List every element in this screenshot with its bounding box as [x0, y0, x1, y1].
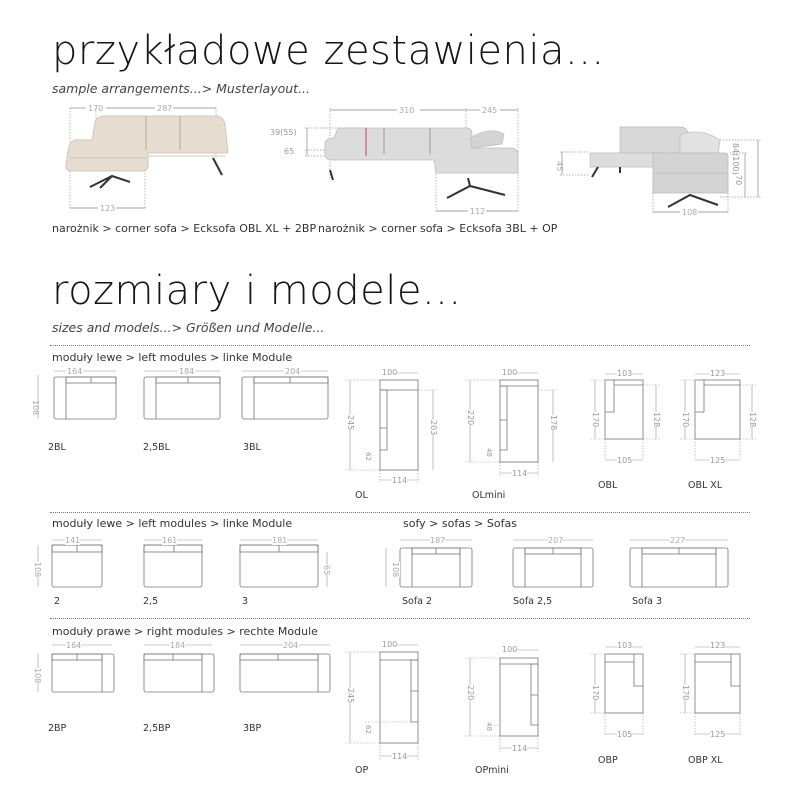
- section-label-sofas: sofy > sofas > Sofas: [403, 517, 517, 530]
- arrangement-photo-1: [30, 98, 310, 218]
- dim-label: 45: [555, 161, 564, 172]
- module-name: 3: [242, 596, 249, 607]
- module-drawing-OBP-XL: [680, 640, 780, 740]
- dim-label: 287: [157, 104, 173, 113]
- dim-right: 128: [748, 412, 757, 428]
- module-name: 2,5: [143, 596, 159, 607]
- module-name: 2,5BP: [143, 723, 171, 734]
- dim-width-bottom: 114: [392, 752, 408, 761]
- dim-right-inner: 70: [734, 175, 743, 186]
- module-drawing-OBP: [590, 640, 680, 740]
- dim-depth: 108: [33, 668, 42, 684]
- module-name: 2,5BL: [143, 442, 170, 453]
- dim-left: 245: [346, 415, 355, 431]
- dim-width-top: 103: [617, 369, 633, 378]
- dim-left: 245: [346, 688, 355, 704]
- dim-width-top: 100: [382, 640, 398, 649]
- dim-width: 187: [430, 536, 446, 545]
- page-title-sizes: rozmiary i modele...: [52, 268, 462, 314]
- module-name: OL: [355, 490, 368, 501]
- dim-width-top: 103: [617, 641, 633, 650]
- dim-label: 108: [682, 208, 698, 217]
- dim-left: 220: [466, 685, 475, 701]
- dim-width-bottom: 125: [710, 456, 726, 465]
- dim-right: 203: [429, 420, 438, 436]
- dim-width-bottom: 114: [512, 469, 528, 478]
- subtitle-arrangements: sample arrangements...> Musterlayout...: [52, 81, 311, 96]
- module-name: Sofa 2,5: [513, 596, 553, 607]
- dim-width: 207: [548, 536, 564, 545]
- dim-width: 204: [285, 367, 301, 376]
- module-drawing-OP: [345, 640, 445, 765]
- dim-label: 245: [482, 106, 498, 115]
- section-label-left-modules: moduły lewe > left modules > linke Module: [52, 351, 293, 364]
- dim-label: 310: [399, 106, 415, 115]
- module-drawing-OBL: [590, 368, 680, 468]
- arrangement-photo-2: [300, 98, 560, 218]
- dim-label: 170: [88, 104, 104, 113]
- dim-right-outer: 84(100): [731, 143, 740, 175]
- module-name: OP: [355, 765, 369, 776]
- dim-width: 161: [162, 536, 178, 545]
- dim-left: 220: [466, 410, 475, 426]
- dim-width: 204: [283, 641, 299, 650]
- dim-small: 62: [364, 452, 372, 461]
- dim-depth: 108: [33, 562, 42, 578]
- page-title-arrangements: przykładowe zestawienia...: [52, 28, 605, 74]
- dim-seat: 65: [322, 565, 331, 576]
- dim-width-top: 123: [710, 369, 726, 378]
- module-drawing-2BL: [32, 367, 132, 427]
- dim-right: 178: [549, 415, 558, 431]
- dim-depth: 108: [31, 400, 40, 416]
- dim-side-bottom: 65: [284, 147, 295, 156]
- module-name: 2: [54, 596, 61, 607]
- module-name: 2BL: [48, 442, 66, 453]
- dim-width-bottom: 105: [617, 730, 633, 739]
- subtitle-sizes: sizes and models...> Größen und Modelle...: [52, 320, 325, 335]
- dim-width-top: 100: [382, 368, 398, 377]
- divider: [50, 618, 750, 619]
- module-drawing-3BL: [236, 367, 336, 427]
- module-name: OBP: [598, 755, 618, 766]
- dim-label: 112: [470, 207, 486, 216]
- section-label-left-modules-2: moduły lewe > left modules > linke Module: [52, 517, 293, 530]
- module-drawing-2,5BL: [136, 367, 236, 427]
- module-name: OPmini: [475, 765, 509, 776]
- dim-width-bottom: 105: [617, 456, 633, 465]
- divider: [50, 512, 750, 513]
- module-name: OBP XL: [688, 755, 723, 766]
- dim-label: 123: [100, 204, 116, 213]
- module-name: Sofa 2: [402, 596, 433, 607]
- dim-side-top: 39(55): [270, 128, 297, 137]
- module-name: OBL: [598, 480, 618, 491]
- arrangement-caption-1: narożnik > corner sofa > Ecksofa OBL XL + 2BP: [52, 222, 317, 235]
- dim-left: 170: [591, 685, 600, 701]
- dim-width-bottom: 114: [392, 476, 408, 485]
- dim-small: 48: [485, 448, 493, 457]
- dim-depth: 108: [391, 562, 400, 578]
- dim-width-bottom: 114: [512, 744, 528, 753]
- dim-width: 181: [272, 536, 288, 545]
- dim-small: 48: [485, 722, 493, 731]
- dim-small: 62: [364, 725, 372, 734]
- module-name: Sofa 3: [632, 596, 663, 607]
- module-name: OBL XL: [688, 480, 723, 491]
- module-name: OLmini: [472, 490, 506, 501]
- module-name: 3BP: [243, 723, 262, 734]
- dim-width-top: 100: [502, 645, 518, 654]
- dim-width: 164: [66, 641, 82, 650]
- arrangement-caption-2: narożnik > corner sofa > Ecksofa 3BL + OP: [318, 222, 558, 235]
- module-name: 3BL: [243, 442, 261, 453]
- dim-left: 170: [681, 685, 690, 701]
- dim-width: 164: [67, 367, 83, 376]
- module-name: 2BP: [48, 723, 67, 734]
- dim-width: 184: [170, 641, 186, 650]
- dim-left: 170: [681, 412, 690, 428]
- arrangement-photo-3: [550, 115, 790, 220]
- divider: [50, 345, 750, 346]
- dim-width-top: 123: [710, 641, 726, 650]
- dim-width: 227: [670, 536, 686, 545]
- dim-width: 184: [179, 367, 195, 376]
- dim-width-top: 100: [502, 368, 518, 377]
- dim-width: 141: [65, 536, 81, 545]
- section-label-right-modules: moduły prawe > right modules > rechte Module: [52, 625, 318, 638]
- dim-left: 170: [591, 412, 600, 428]
- module-drawing-OBL-XL: [680, 368, 780, 468]
- dim-right: 128: [652, 412, 661, 428]
- dim-width-bottom: 125: [710, 730, 726, 739]
